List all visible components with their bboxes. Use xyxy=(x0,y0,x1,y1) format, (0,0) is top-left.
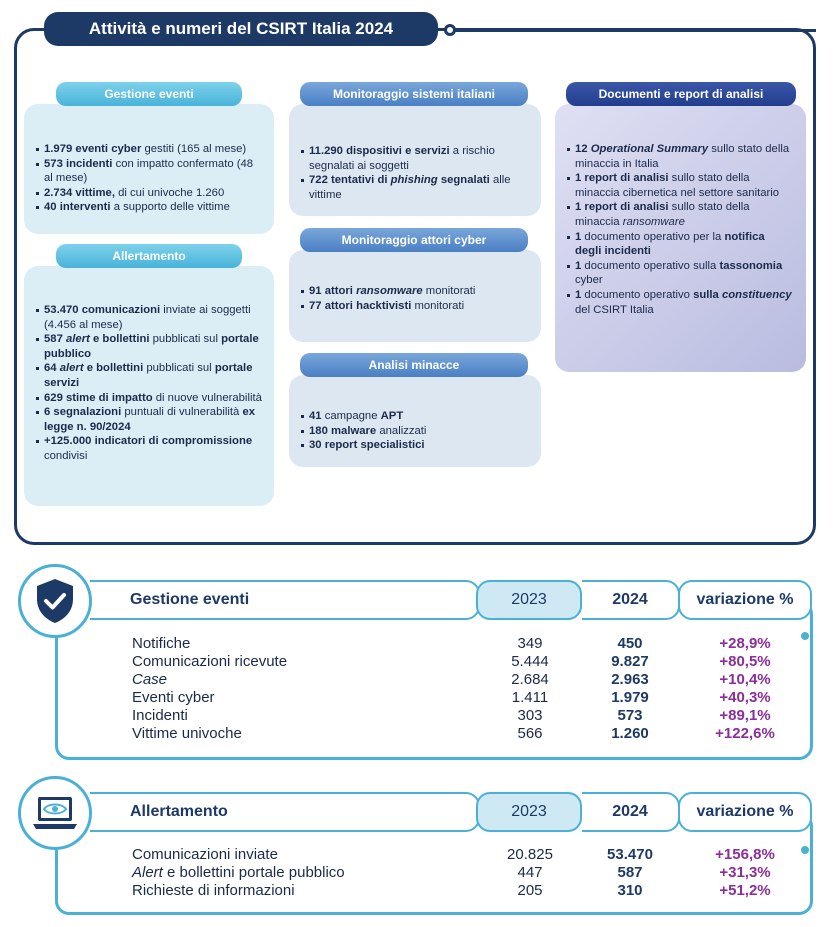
list-item xyxy=(36,157,262,186)
text-run: documento operativo per la xyxy=(581,230,725,243)
text-run: 722 tentativi di xyxy=(309,174,391,187)
col-header-2024: 2024 xyxy=(582,580,680,620)
row-label: Eventi cyber xyxy=(132,689,215,706)
value-2024: 587 xyxy=(617,864,643,881)
value-2023: 2.684 xyxy=(511,671,549,688)
title-connector-line xyxy=(448,29,816,32)
table-allertamento-rows xyxy=(0,846,840,900)
text-run: gestiti (165 al mese) xyxy=(141,143,247,155)
laptop-eye-icon xyxy=(18,776,92,850)
card-analisi-minacce xyxy=(289,375,541,467)
row-label: Comunicazioni inviate xyxy=(132,846,278,863)
value-variazione: +80,5% xyxy=(719,653,771,670)
text-run: portale pubblico xyxy=(44,333,259,360)
value-variazione: +122,6% xyxy=(715,725,775,742)
table-end-dot xyxy=(801,846,809,854)
row-label: Incidenti xyxy=(132,707,188,724)
list-item xyxy=(36,186,262,201)
value-variazione: +10,4% xyxy=(719,671,771,688)
list-item xyxy=(567,230,794,259)
card-list xyxy=(301,144,529,202)
list-item xyxy=(36,405,262,434)
card-allertamento xyxy=(24,266,274,506)
value-variazione: +51,2% xyxy=(719,882,771,899)
text-run: 12 xyxy=(575,143,591,155)
shield-check-icon xyxy=(18,564,92,638)
text-run: 587 xyxy=(44,333,66,346)
text-run: 1 xyxy=(575,230,582,243)
table-row xyxy=(0,864,840,882)
value-2024: 1.979 xyxy=(611,689,649,706)
table-gestione-eventi-rows xyxy=(0,635,840,743)
card-title-monitoraggio-sistemi: Monitoraggio sistemi italiani xyxy=(300,82,528,106)
text-run: monitorati xyxy=(411,299,465,312)
text-run: 11.290 dispositivi e servizi xyxy=(309,145,450,157)
text-run: ex legge n. 90/2024 xyxy=(44,406,256,433)
text-run: ransomware xyxy=(356,285,423,297)
card-list xyxy=(36,303,262,464)
text-run: monitorati xyxy=(422,285,476,297)
value-2023: 566 xyxy=(517,725,543,742)
list-item xyxy=(301,409,529,424)
text-run: portale servizi xyxy=(44,362,253,389)
text-run: 1 report di analisi xyxy=(575,172,669,185)
text-run: 573 incidenti xyxy=(44,157,113,170)
text-run: 1.979 eventi cyber xyxy=(44,143,142,155)
text-run: del CSIRT Italia xyxy=(575,303,654,316)
table-row xyxy=(0,725,840,743)
text-run: phishing xyxy=(390,174,438,187)
card-monitoraggio-sistemi xyxy=(289,104,541,216)
text-run: 91 attori xyxy=(309,285,357,297)
list-item xyxy=(301,438,529,453)
text-run: 1 report di analisi xyxy=(575,201,669,214)
text-run: di nuove vulnerabilità xyxy=(152,391,262,404)
text-run: cyber xyxy=(575,274,603,287)
list-item xyxy=(567,259,794,288)
table-title: Allertamento xyxy=(90,792,480,832)
table-allertamento-header xyxy=(90,792,812,832)
text-run: e bollettini xyxy=(83,362,144,375)
value-2023: 349 xyxy=(517,635,543,652)
text-run: alert xyxy=(66,333,90,346)
text-run: puntuali di vulnerabilità xyxy=(121,406,243,419)
table-row xyxy=(0,671,840,689)
card-list xyxy=(301,409,529,453)
value-2024: 9.827 xyxy=(611,653,649,670)
card-title-allertamento: Allertamento xyxy=(56,244,242,268)
text-run: alert xyxy=(59,362,84,375)
text-run: APT xyxy=(380,410,404,422)
card-list xyxy=(567,142,794,317)
text-run: documento operativo sulla xyxy=(581,259,720,272)
value-2023: 205 xyxy=(517,882,543,899)
text-run: 180 malware xyxy=(309,424,377,437)
list-item xyxy=(567,142,794,171)
value-2023: 447 xyxy=(517,864,543,881)
text-run: ransomware xyxy=(622,215,685,228)
text-run: a supporto delle vittime xyxy=(110,201,230,214)
value-2024: 450 xyxy=(617,635,643,652)
table-row xyxy=(0,635,840,653)
list-item xyxy=(36,361,262,390)
row-label: Notifiche xyxy=(132,635,191,652)
list-item xyxy=(301,424,529,439)
card-list xyxy=(301,284,529,313)
text-run: segnalati xyxy=(437,174,490,187)
text-run: Operational Summary xyxy=(590,143,709,155)
text-run: inviate ai soggetti (4.456 al mese) xyxy=(44,304,251,331)
card-title-analisi-minacce: Analisi minacce xyxy=(300,353,528,377)
value-2024: 53.470 xyxy=(607,846,653,863)
value-2023: 303 xyxy=(517,707,543,724)
table-gestione-eventi-header xyxy=(90,580,812,620)
card-title-monitoraggio-attori: Monitoraggio attori cyber xyxy=(300,228,528,252)
list-item xyxy=(301,284,529,299)
text-run: tassonomia xyxy=(719,259,783,272)
card-gestione-eventi xyxy=(24,104,274,234)
card-list xyxy=(36,142,262,215)
list-item xyxy=(36,142,262,157)
value-2024: 310 xyxy=(617,882,643,899)
text-run: sullo stato della minaccia in Italia xyxy=(575,143,790,170)
text-run: e bollettini xyxy=(89,333,150,346)
list-item xyxy=(567,171,794,200)
text-run: alle vittime xyxy=(309,174,511,201)
value-2024: 1.260 xyxy=(611,725,649,742)
row-label: Comunicazioni ricevute xyxy=(132,653,288,670)
value-variazione: +40,3% xyxy=(719,689,771,706)
text-run: 6 segnalazioni xyxy=(44,406,122,419)
list-item xyxy=(36,434,262,463)
card-title-gestione-eventi: Gestione eventi xyxy=(56,82,242,106)
text-run: con impatto confermato (48 al mese) xyxy=(44,157,254,185)
col-header-2023: 2023 xyxy=(476,792,582,832)
text-run: 30 report specialistici xyxy=(309,439,425,452)
value-2024: 2.963 xyxy=(611,671,649,688)
value-2023: 20.825 xyxy=(507,846,553,863)
table-row xyxy=(0,846,840,864)
text-run: pubblicati sul xyxy=(149,333,222,346)
text-run: constituency xyxy=(721,288,792,301)
col-header-variazione: variazione % xyxy=(678,792,812,832)
table-row xyxy=(0,689,840,707)
list-item xyxy=(36,200,262,215)
table-row xyxy=(0,882,840,900)
value-2023: 5.444 xyxy=(511,653,549,670)
text-run: Alert xyxy=(132,864,163,881)
list-item xyxy=(36,391,262,406)
text-run: di cui univoche 1.260 xyxy=(114,186,225,199)
value-2023: 1.411 xyxy=(511,689,549,706)
text-run: 1 xyxy=(575,259,582,272)
list-item xyxy=(301,173,529,202)
value-2024: 573 xyxy=(617,707,643,724)
value-variazione: +31,3% xyxy=(719,864,771,881)
col-header-2023: 2023 xyxy=(476,580,582,620)
card-title-documenti: Documenti e report di analisi xyxy=(566,82,796,106)
table-end-dot xyxy=(801,632,809,640)
card-documenti xyxy=(555,104,806,372)
title-dot xyxy=(444,24,456,36)
list-item xyxy=(567,200,794,229)
table-row xyxy=(0,653,840,671)
text-run: +125.000 indicatori di compromissione xyxy=(44,435,253,448)
text-run: 40 interventi xyxy=(44,201,111,214)
text-run: analizzati xyxy=(376,424,427,437)
text-run: campagne xyxy=(321,410,381,422)
row-label: Richieste di informazioni xyxy=(132,882,295,899)
col-header-variazione: variazione % xyxy=(678,580,812,620)
text-run: e bollettini portale pubblico xyxy=(162,864,345,881)
col-header-2024: 2024 xyxy=(582,792,680,832)
text-run: 41 xyxy=(309,410,322,422)
value-variazione: +28,9% xyxy=(719,635,771,652)
list-item xyxy=(567,288,794,317)
list-item xyxy=(301,144,529,173)
value-variazione: +89,1% xyxy=(719,707,771,724)
text-run: sullo stato della minaccia xyxy=(575,201,750,228)
text-run: documento operativo xyxy=(581,288,694,301)
text-run: 53.470 comunicazioni xyxy=(44,304,161,316)
text-run: a rischio segnalati ai soggetti xyxy=(309,145,495,172)
text-run: 1 xyxy=(575,288,582,301)
row-label xyxy=(132,864,345,882)
text-run: 64 xyxy=(44,362,60,375)
text-run: 77 attori hacktivisti xyxy=(309,299,412,312)
value-variazione: +156,8% xyxy=(715,846,775,863)
row-label: Vittime univoche xyxy=(132,725,242,742)
table-title: Gestione eventi xyxy=(90,580,480,620)
text-run: sulla xyxy=(693,288,722,301)
text-run: pubblicati sul xyxy=(143,362,215,375)
table-row xyxy=(0,707,840,725)
text-run: 2.734 vittime, xyxy=(44,186,115,199)
card-monitoraggio-attori xyxy=(289,250,541,342)
text-run: 629 stime di impatto xyxy=(44,391,153,404)
list-item xyxy=(301,299,529,314)
text-run: notifica degli incidenti xyxy=(575,230,765,258)
text-run: sullo stato della minaccia cibernetica nel settore sanitario xyxy=(575,172,780,199)
list-item xyxy=(36,303,262,332)
list-item xyxy=(36,332,262,361)
row-label: Case xyxy=(132,671,168,688)
page-title: Attività e numeri del CSIRT Italia 2024 xyxy=(44,12,438,46)
text-run: condivisi xyxy=(44,449,88,462)
